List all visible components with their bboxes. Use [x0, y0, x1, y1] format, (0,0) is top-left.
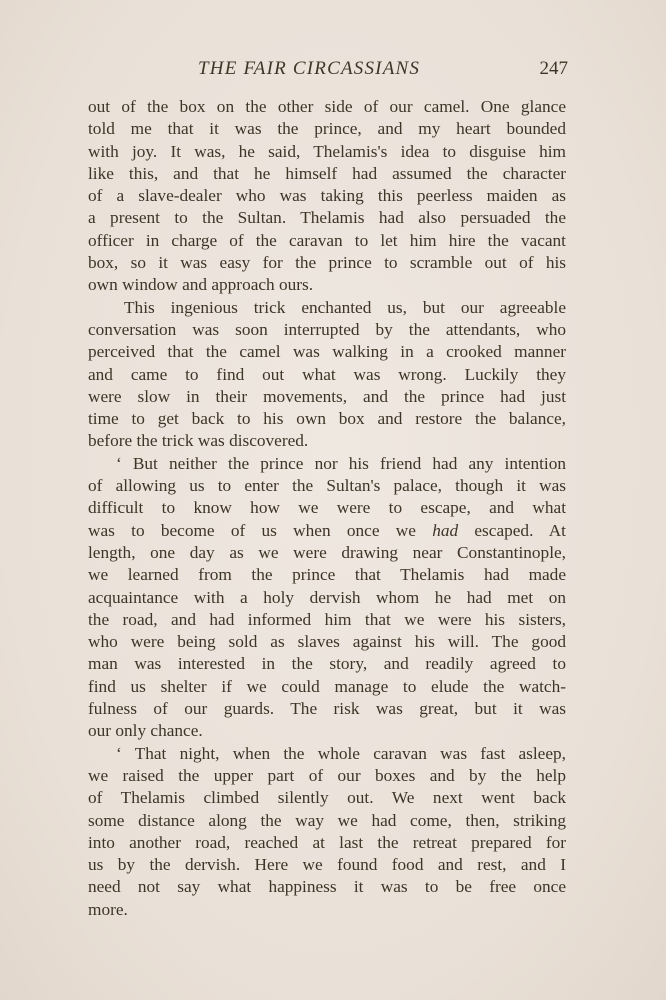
- text-line: time to get back to his own box and restore the balance,: [88, 409, 566, 429]
- text-line: told me that it was the prince, and my heart bounded: [88, 119, 566, 139]
- text-line: us by the dervish. Here we found food and rest, and I: [88, 855, 566, 875]
- text-line: more.: [88, 899, 128, 919]
- paragraph: [88, 297, 566, 453]
- text-line: out of the box on the other side of our camel. One glance: [88, 97, 566, 116]
- text-line: ‘ That night, when the whole caravan was fast asleep,: [116, 743, 566, 763]
- text-line: own window and approach ours.: [88, 275, 314, 295]
- text-line: we learned from the prince that Thelamis had made: [88, 565, 566, 585]
- text-line: fulness of our guards. The risk was great, but it was: [88, 699, 566, 719]
- text-line: find us shelter if we could manage to elude the watch-: [88, 676, 566, 696]
- text-line: with joy. It was, he said, Thelamis's idea to disguise him: [88, 141, 566, 161]
- text-line: This ingenious trick enchanted us, but our agreeable: [124, 297, 566, 317]
- text-line: into another road, reached at last the retreat prepared for: [88, 832, 566, 852]
- text-line: and came to find out what was wrong. Luckily they: [88, 364, 566, 384]
- text-line: of allowing us to enter the Sultan's palace, though it was: [88, 476, 566, 496]
- text-line: were slow in their movements, and the prince had just: [88, 386, 566, 406]
- text-line: acquaintance with a holy dervish whom he had met on: [88, 587, 566, 607]
- paragraph: [88, 453, 566, 743]
- text-line: length, one day as we were drawing near Constantinople,: [88, 542, 566, 562]
- text-line: we raised the upper part of our boxes and by the help: [88, 765, 566, 785]
- text-line: a present to the Sultan. Thelamis had also persuaded the: [88, 208, 566, 228]
- text-line: some distance along the way we had come, then, striking: [88, 810, 566, 830]
- text-line: before the trick was discovered.: [88, 431, 309, 451]
- page-header: [88, 58, 568, 82]
- paragraph: [88, 96, 566, 297]
- text-line: need not say what happiness it was to be free once: [88, 877, 566, 897]
- text-line: the road, and had informed him that we were his sisters,: [88, 609, 566, 629]
- page-number: 247: [539, 58, 568, 79]
- paragraph: [88, 743, 566, 921]
- body-text: [88, 96, 566, 921]
- text-line: of a slave-dealer who was taking this peerless maiden as: [88, 186, 566, 206]
- text-line: our only chance.: [88, 721, 203, 741]
- text-line: conversation was soon interrupted by the attendants, who: [88, 319, 566, 339]
- text-line: difficult to know how we were to escape, and what: [88, 498, 566, 518]
- text-line: box, so it was easy for the prince to scramble out of his: [88, 253, 566, 273]
- text-line: officer in charge of the caravan to let him hire the vacant: [88, 230, 566, 250]
- text-line: perceived that the camel was walking in a crooked manner: [88, 342, 566, 362]
- text-line: man was interested in the story, and readily agreed to: [88, 654, 566, 674]
- text-line: ‘ But neither the prince nor his friend had any intention: [116, 453, 566, 473]
- text-line: like this, and that he himself had assumed the character: [88, 163, 566, 183]
- text-line: of Thelamis climbed silently out. We next went back: [88, 788, 566, 808]
- text-line: was to become of us when once we had escaped. At: [88, 520, 566, 540]
- running-title: THE FAIR CIRCASSIANS: [198, 58, 421, 79]
- text-line: who were being sold as slaves against his will. The good: [88, 632, 566, 652]
